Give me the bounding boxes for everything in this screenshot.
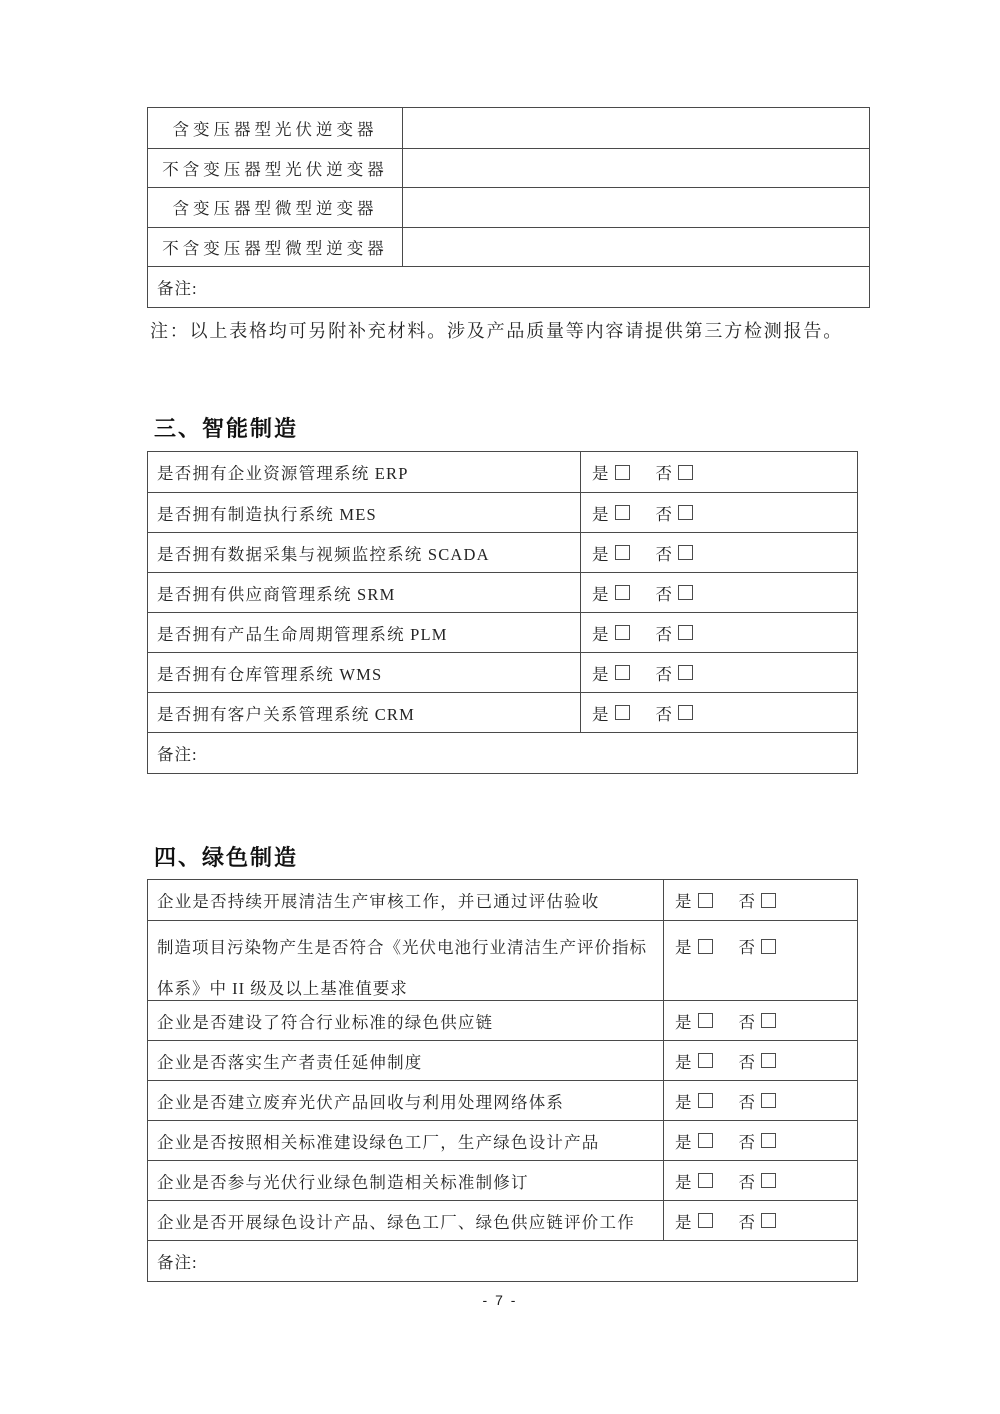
product-label: 不含变压器型光伏逆变器 bbox=[148, 149, 403, 188]
no-checkbox[interactable] bbox=[761, 1173, 776, 1188]
yes-no-options bbox=[664, 921, 857, 1000]
no-checkbox[interactable] bbox=[761, 893, 776, 908]
yes-label: 是 bbox=[592, 664, 610, 684]
no-label: 否 bbox=[738, 1012, 756, 1032]
product-table bbox=[147, 107, 870, 308]
question-text: 企业是否持续开展清洁生产审核工作，并已通过评估验收 bbox=[148, 880, 664, 920]
question-text: 是否拥有仓库管理系统 WMS bbox=[148, 653, 581, 692]
yes-no-options bbox=[581, 613, 857, 652]
no-label: 否 bbox=[738, 892, 756, 911]
no-option bbox=[656, 501, 694, 525]
remark-row bbox=[148, 732, 857, 773]
yes-option bbox=[675, 888, 713, 912]
yes-label: 是 bbox=[675, 1092, 693, 1112]
question-text: 制造项目污染物产生是否符合《光伏电池行业清洁生产评价指标体系》中 II 级及以上基准值要求 bbox=[148, 921, 664, 1000]
section-title-smart-manufacturing: 三、智能制造 bbox=[154, 416, 299, 441]
remark-field[interactable]: 备注: bbox=[157, 1253, 198, 1272]
yes-checkbox[interactable] bbox=[615, 705, 630, 720]
question-text: 企业是否开展绿色设计产品、绿色工厂、绿色供应链评价工作 bbox=[148, 1201, 664, 1240]
yes-label: 是 bbox=[592, 624, 610, 644]
yes-option bbox=[592, 501, 630, 525]
no-option bbox=[739, 1129, 777, 1153]
no-label: 否 bbox=[655, 664, 673, 684]
remark-field[interactable]: 备注: bbox=[157, 279, 198, 298]
yes-label: 是 bbox=[592, 584, 610, 604]
table-row bbox=[148, 187, 869, 227]
yes-checkbox[interactable] bbox=[698, 1093, 713, 1108]
no-label: 否 bbox=[738, 1132, 756, 1152]
yes-no-options bbox=[581, 653, 857, 692]
product-value-field[interactable] bbox=[403, 149, 869, 188]
yes-label: 是 bbox=[675, 1212, 693, 1232]
yes-no-options bbox=[664, 1001, 857, 1040]
yes-no-options bbox=[664, 1121, 857, 1160]
no-checkbox[interactable] bbox=[761, 939, 776, 954]
yes-option bbox=[675, 1209, 713, 1233]
yes-option bbox=[592, 460, 630, 484]
yes-no-options bbox=[581, 573, 857, 612]
yes-option bbox=[675, 1009, 713, 1033]
no-checkbox[interactable] bbox=[761, 1213, 776, 1228]
no-option bbox=[656, 581, 694, 605]
product-label: 不含变压器型微型逆变器 bbox=[148, 228, 403, 267]
no-option bbox=[739, 934, 777, 958]
yes-label: 是 bbox=[592, 704, 610, 724]
yes-label: 是 bbox=[675, 938, 693, 957]
yes-label: 是 bbox=[675, 1052, 693, 1072]
no-option bbox=[656, 541, 694, 565]
yes-no-options bbox=[581, 533, 857, 572]
yes-no-options bbox=[664, 1161, 857, 1200]
yes-checkbox[interactable] bbox=[698, 1213, 713, 1228]
yes-checkbox[interactable] bbox=[615, 585, 630, 600]
yes-checkbox[interactable] bbox=[698, 1013, 713, 1028]
yes-checkbox[interactable] bbox=[615, 545, 630, 560]
table-row bbox=[148, 1000, 857, 1040]
question-text: 企业是否建设了符合行业标准的绿色供应链 bbox=[148, 1001, 664, 1040]
no-option bbox=[739, 1209, 777, 1233]
smart-manufacturing-table bbox=[147, 451, 858, 774]
question-text: 是否拥有客户关系管理系统 CRM bbox=[148, 693, 581, 732]
yes-option bbox=[675, 1129, 713, 1153]
remark-field[interactable]: 备注: bbox=[157, 745, 198, 764]
yes-no-options bbox=[664, 880, 857, 920]
no-option bbox=[739, 1169, 777, 1193]
no-label: 否 bbox=[738, 1172, 756, 1192]
page-number: - 7 - bbox=[482, 1292, 518, 1308]
no-label: 否 bbox=[655, 464, 673, 483]
no-checkbox[interactable] bbox=[761, 1133, 776, 1148]
question-text: 企业是否落实生产者责任延伸制度 bbox=[148, 1041, 664, 1080]
yes-option bbox=[675, 1169, 713, 1193]
no-checkbox[interactable] bbox=[678, 665, 693, 680]
yes-no-options bbox=[581, 493, 857, 532]
table-row bbox=[148, 452, 857, 492]
no-checkbox[interactable] bbox=[678, 505, 693, 520]
remark-row bbox=[148, 266, 869, 307]
question-text: 企业是否建立废弃光伏产品回收与利用处理网络体系 bbox=[148, 1081, 664, 1120]
yes-checkbox[interactable] bbox=[698, 1133, 713, 1148]
no-label: 否 bbox=[655, 704, 673, 724]
yes-checkbox[interactable] bbox=[615, 505, 630, 520]
no-checkbox[interactable] bbox=[678, 705, 693, 720]
yes-label: 是 bbox=[675, 1012, 693, 1032]
no-label: 否 bbox=[738, 1092, 756, 1112]
no-option bbox=[656, 661, 694, 685]
no-option bbox=[656, 701, 694, 725]
yes-label: 是 bbox=[592, 544, 610, 564]
yes-label: 是 bbox=[592, 504, 610, 524]
green-manufacturing-table bbox=[147, 879, 858, 1282]
table-row bbox=[148, 572, 857, 612]
yes-option bbox=[592, 621, 630, 645]
yes-checkbox[interactable] bbox=[698, 893, 713, 908]
yes-label: 是 bbox=[675, 892, 693, 911]
no-label: 否 bbox=[655, 584, 673, 604]
table-row bbox=[148, 532, 857, 572]
no-checkbox[interactable] bbox=[678, 585, 693, 600]
yes-option bbox=[592, 541, 630, 565]
note-text: 注：以上表格均可另附补充材料。涉及产品质量等内容请提供第三方检测报告。 bbox=[150, 321, 843, 341]
table-row bbox=[148, 148, 869, 188]
table-row bbox=[148, 1080, 857, 1120]
no-checkbox[interactable] bbox=[678, 545, 693, 560]
yes-no-options bbox=[664, 1041, 857, 1080]
question-text: 是否拥有产品生命周期管理系统 PLM bbox=[148, 613, 581, 652]
yes-label: 是 bbox=[675, 1172, 693, 1192]
product-label: 含变压器型光伏逆变器 bbox=[148, 108, 403, 148]
yes-checkbox[interactable] bbox=[615, 625, 630, 640]
question-text: 是否拥有供应商管理系统 SRM bbox=[148, 573, 581, 612]
no-label: 否 bbox=[738, 938, 756, 957]
table-row bbox=[148, 492, 857, 532]
yes-checkbox[interactable] bbox=[698, 1173, 713, 1188]
no-label: 否 bbox=[738, 1212, 756, 1232]
yes-option bbox=[675, 1049, 713, 1073]
no-checkbox[interactable] bbox=[761, 1053, 776, 1068]
yes-option bbox=[592, 701, 630, 725]
no-option bbox=[739, 1009, 777, 1033]
no-checkbox[interactable] bbox=[678, 625, 693, 640]
no-label: 否 bbox=[655, 624, 673, 644]
yes-checkbox[interactable] bbox=[615, 465, 630, 480]
table-row bbox=[148, 652, 857, 692]
table-row bbox=[148, 880, 857, 920]
table-row bbox=[148, 612, 857, 652]
no-option bbox=[739, 1049, 777, 1073]
yes-no-options bbox=[581, 693, 857, 732]
product-label: 含变压器型微型逆变器 bbox=[148, 188, 403, 227]
table-row bbox=[148, 1040, 857, 1080]
yes-option bbox=[592, 661, 630, 685]
yes-option bbox=[675, 1089, 713, 1113]
table-row bbox=[148, 1200, 857, 1240]
remark-row bbox=[148, 1240, 857, 1281]
no-label: 否 bbox=[655, 544, 673, 564]
yes-checkbox[interactable] bbox=[698, 1053, 713, 1068]
yes-checkbox[interactable] bbox=[698, 939, 713, 954]
question-text: 是否拥有企业资源管理系统 ERP bbox=[148, 452, 581, 492]
question-text: 是否拥有数据采集与视频监控系统 SCADA bbox=[148, 533, 581, 572]
no-label: 否 bbox=[655, 504, 673, 524]
product-value-field[interactable] bbox=[403, 108, 869, 148]
no-checkbox[interactable] bbox=[761, 1013, 776, 1028]
question-text: 是否拥有制造执行系统 MES bbox=[148, 493, 581, 532]
no-checkbox[interactable] bbox=[678, 465, 693, 480]
no-option bbox=[739, 1089, 777, 1113]
yes-option bbox=[592, 581, 630, 605]
yes-no-options bbox=[664, 1081, 857, 1120]
table-row bbox=[148, 1160, 857, 1200]
no-option bbox=[656, 460, 694, 484]
table-row bbox=[148, 108, 869, 148]
table-row bbox=[148, 692, 857, 732]
yes-option bbox=[675, 934, 713, 958]
no-checkbox[interactable] bbox=[761, 1093, 776, 1108]
table-row bbox=[148, 1120, 857, 1160]
yes-no-options bbox=[581, 452, 857, 492]
question-text: 企业是否按照相关标准建设绿色工厂，生产绿色设计产品 bbox=[148, 1121, 664, 1160]
yes-label: 是 bbox=[675, 1132, 693, 1152]
product-value-field[interactable] bbox=[403, 188, 869, 227]
no-label: 否 bbox=[738, 1052, 756, 1072]
section-title-green-manufacturing: 四、绿色制造 bbox=[154, 845, 299, 870]
product-value-field[interactable] bbox=[403, 228, 869, 267]
table-row bbox=[148, 227, 869, 267]
no-option bbox=[656, 621, 694, 645]
yes-no-options bbox=[664, 1201, 857, 1240]
table-row bbox=[148, 920, 857, 1000]
yes-checkbox[interactable] bbox=[615, 665, 630, 680]
question-text: 企业是否参与光伏行业绿色制造相关标准制修订 bbox=[148, 1161, 664, 1200]
no-option bbox=[739, 888, 777, 912]
yes-label: 是 bbox=[592, 464, 610, 483]
